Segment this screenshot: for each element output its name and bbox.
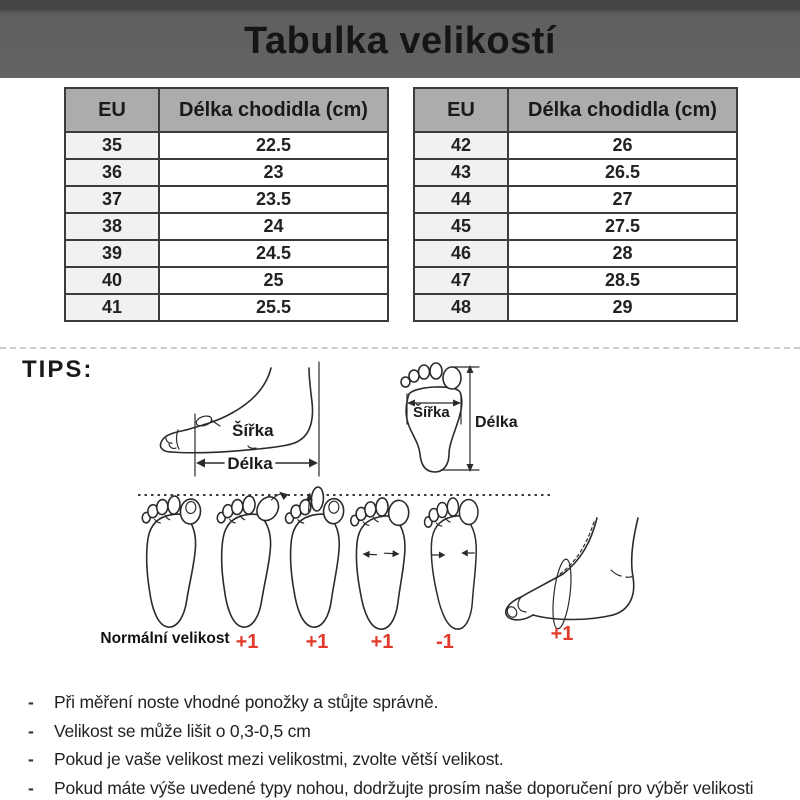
eu-size-cell: 38	[65, 213, 159, 240]
foot-high-instep	[505, 518, 638, 630]
note-text: Velikost se může lišit o 0,3-0,5 cm	[54, 720, 311, 741]
note-bullet-dash: -	[28, 692, 34, 712]
foot-length-cell: 28.5	[508, 267, 737, 294]
foot-length-cell: 26.5	[508, 159, 737, 186]
eu-size-cell: 41	[65, 294, 159, 321]
eu-size-cell: 37	[65, 186, 159, 213]
table-row	[65, 267, 388, 294]
foot-side-measure-diagram	[128, 350, 343, 492]
eu-size-cell: 35	[65, 132, 159, 159]
title-banner	[0, 0, 800, 78]
size-table-right	[413, 87, 738, 322]
table-row	[414, 159, 737, 186]
eu-size-cell: 44	[414, 186, 508, 213]
foot-slanted-toe	[208, 486, 288, 629]
length-header-cell: Délka chodidla (cm)	[159, 88, 388, 132]
eu-size-cell: 43	[414, 159, 508, 186]
foot-length-cell: 26	[508, 132, 737, 159]
foot-length-cell: 24	[159, 213, 388, 240]
size-table-left	[64, 87, 389, 322]
table-header-row	[65, 88, 388, 132]
foot-length-cell: 22.5	[159, 132, 388, 159]
note-item	[28, 721, 792, 750]
note-item	[28, 778, 792, 800]
foot-narrow	[425, 498, 478, 629]
table-row	[65, 294, 388, 321]
foot-length-cell: 23.5	[159, 186, 388, 213]
foot-length-cell: 23	[159, 159, 388, 186]
eu-header-cell: EU	[65, 88, 159, 132]
foot-type-caption: Normální velikost	[100, 630, 230, 647]
eu-size-cell: 40	[65, 267, 159, 294]
eu-size-cell: 46	[414, 240, 508, 267]
top-length-label: Délka	[475, 414, 518, 431]
foot-type-caption: +1	[370, 631, 394, 653]
foot-type-caption: +1	[550, 623, 574, 645]
eu-size-cell: 42	[414, 132, 508, 159]
eu-header-cell: EU	[414, 88, 508, 132]
table-row	[414, 240, 737, 267]
foot-length-cell: 28	[508, 240, 737, 267]
note-bullet-dash: -	[28, 777, 34, 798]
table-row	[414, 267, 737, 294]
foot-types-diagram	[125, 480, 670, 638]
foot-length-cell: 25.5	[159, 294, 388, 321]
foot-type-caption: +1	[305, 631, 329, 653]
note-item	[28, 749, 792, 778]
sizing-notes	[28, 692, 792, 800]
note-bullet-dash: -	[28, 720, 34, 741]
table-row	[65, 132, 388, 159]
foot-length-cell: 24.5	[159, 240, 388, 267]
note-text: Pokud máte výše uvedené typy nohou, dodržujte prosím naše doporučení pro výběr velikosti	[54, 777, 754, 798]
tips-label: TIPS:	[22, 356, 94, 383]
table-header-row	[414, 88, 737, 132]
note-text: Pokud je vaše velikost mezi velikostmi, zvolte větší velikost.	[54, 749, 504, 769]
table-row	[65, 213, 388, 240]
foot-long-second-toe	[278, 485, 345, 629]
table-row	[65, 186, 388, 213]
eu-size-cell: 45	[414, 213, 508, 240]
section-divider	[0, 347, 800, 349]
page-title: Tabulka velikostí	[244, 20, 556, 62]
side-length-label: Délka	[227, 454, 273, 473]
foot-top-measure-diagram	[395, 350, 525, 482]
note-bullet-dash: -	[28, 749, 34, 769]
foot-type-caption: +1	[235, 631, 259, 653]
top-width-label: Šířka	[413, 404, 450, 421]
eu-size-cell: 39	[65, 240, 159, 267]
foot-wide	[345, 496, 409, 630]
table-row	[414, 213, 737, 240]
foot-length-cell: 25	[159, 267, 388, 294]
foot-type-caption: -1	[436, 631, 454, 653]
foot-normal	[133, 493, 202, 629]
eu-size-cell: 47	[414, 267, 508, 294]
foot-length-cell: 29	[508, 294, 737, 321]
side-width-label: Šířka	[232, 421, 274, 440]
table-row	[414, 186, 737, 213]
length-header-cell: Délka chodidla (cm)	[508, 88, 737, 132]
table-row	[65, 159, 388, 186]
note-item	[28, 692, 792, 721]
eu-size-cell: 36	[65, 159, 159, 186]
table-row	[414, 132, 737, 159]
foot-length-cell: 27.5	[508, 213, 737, 240]
table-row	[65, 240, 388, 267]
foot-length-cell: 27	[508, 186, 737, 213]
note-text: Při měření noste vhodné ponožky a stůjte správně.	[54, 692, 439, 712]
table-row	[414, 294, 737, 321]
eu-size-cell: 48	[414, 294, 508, 321]
